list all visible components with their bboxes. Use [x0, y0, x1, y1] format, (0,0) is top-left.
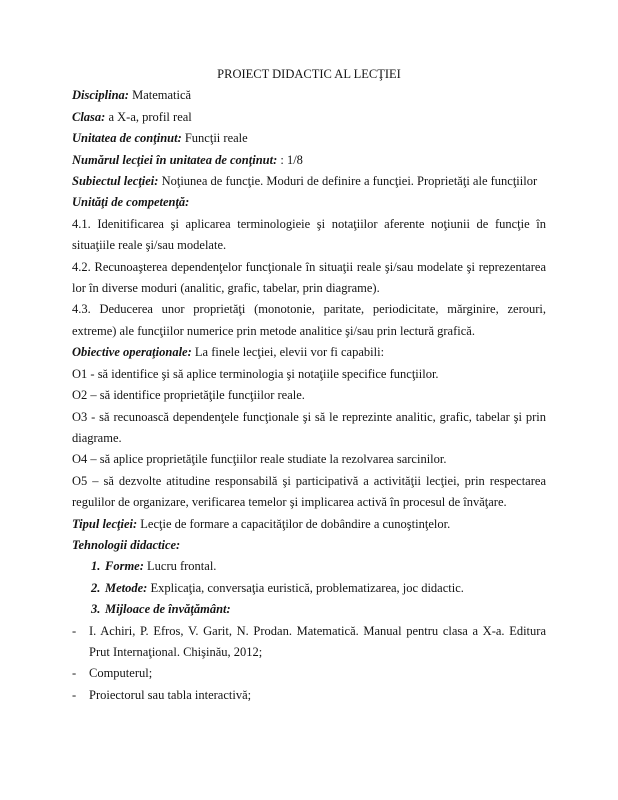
tipul-value: Lecţie de formare a capacităţilor de dobândire a cunoştinţelor. [140, 516, 451, 531]
meta-value: Funcţii reale [184, 131, 248, 146]
meta-value: Noţiunea de funcţie. Moduri de definire a funcţiei. Proprietăţi ale funcţiilor [161, 174, 538, 189]
meta-line-subiectul [72, 171, 546, 192]
obiectiv-o4: O4 – să aplice proprietăţile funcţiilor reale studiate la rezolvarea sarcinilor. [72, 452, 447, 467]
bulleted-item-text: Proiectorul sau tabla interactivă; [89, 687, 252, 702]
meta-label: Unitatea de conţinut: [72, 131, 182, 146]
bulleted-item-computerul [72, 663, 546, 684]
dash-icon: - [72, 666, 77, 681]
meta-label: Clasa: [72, 109, 106, 124]
meta-value: a X-a, profil real [108, 109, 192, 124]
tipul-label: Tipul lecţiei: [72, 516, 138, 531]
meta-label: Subiectul lecţiei: [72, 174, 159, 189]
competenta-4-2: 4.2. Recunoaşterea dependenţelor funcţionale în situaţii reale şi/sau modelate şi reprezentarea lor în diverse moduri (analitic, grafic, tabelar, prin diagrame). [72, 259, 546, 296]
meta-line-clasa [72, 107, 546, 128]
meta-line-unitatea [72, 128, 546, 149]
meta-label: Numărul lecţiei în unitatea de conţinut: [72, 152, 278, 167]
bulleted-item-manual [72, 621, 546, 664]
meta-label: Disciplina: [72, 88, 129, 103]
item-number: 2. [91, 580, 101, 595]
obiectiv-o5: O5 – să dezvolte atitudine responsabilă şi participativă a activităţii lecţiei, prin respectarea regulilor de organizare, verificarea temelor şi implicarea activă în procesul de învăţare. [72, 473, 546, 510]
numbered-item-forme [72, 556, 546, 577]
obiectiv-o2: O2 – să identifice proprietăţile funcţiilor reale. [72, 388, 305, 403]
item-number: 1. [91, 559, 101, 574]
meta-value: : 1/8 [280, 152, 303, 167]
item-value: Explicaţia, conversaţia euristică, problematizarea, joc didactic. [150, 580, 464, 595]
competenta-4-1: 4.1. Idenitificarea şi aplicarea terminologieie şi notaţiilor aferente noţiunii de funcţie în situaţiile reale şi/sau modelate. [72, 216, 546, 253]
numbered-item-metode [72, 578, 546, 599]
bulleted-item-text: I. Achiri, P. Efros, V. Garit, N. Prodan. Matematică. Manual pentru clasa a X-a. Editura Prut Internaţional. Chişinău, 2012; [89, 623, 546, 659]
numbered-item-mijloace [72, 599, 546, 620]
item-label: Metode: [105, 580, 148, 595]
item-value: Lucru frontal. [147, 559, 217, 574]
meta-line-numarul [72, 150, 546, 171]
dash-icon: - [72, 623, 77, 638]
obiective-heading [72, 342, 546, 363]
document-title: PROIECT DIDACTIC AL LECŢIEI [217, 67, 401, 81]
bulleted-item-proiectorul [72, 685, 546, 706]
competenta-4-3: 4.3. Deducerea unor proprietăţi (monotonie, paritate, periodicitate, mărginire, zerouri, extreme) ale funcţiilor numerice prin metode analitice şi/sau prin lectură grafică. [72, 302, 546, 338]
competente-heading: Unităţi de competenţă: [72, 195, 190, 210]
obiective-intro: La finele lecţiei, elevii vor fi capabili: [194, 345, 385, 360]
item-label: Forme: [105, 559, 144, 574]
obiectiv-o1: O1 - să identifice şi să aplice terminologia şi notaţiile specifice funcţiilor. [72, 366, 439, 381]
item-label: Mijloace de învăţământ: [105, 602, 231, 617]
item-number: 3. [91, 602, 101, 617]
dash-icon: - [72, 687, 77, 702]
meta-line-disciplina [72, 85, 546, 106]
tipul-lectiei-line [72, 514, 546, 535]
tehnologii-heading: Tehnologii didactice: [72, 537, 181, 552]
obiective-label: Obiective operaţionale: [72, 345, 192, 360]
bulleted-item-text: Computerul; [89, 666, 153, 681]
obiectiv-o3: O3 - să recunoască dependenţele funcţionale şi să le reprezinte analitic, grafic, tabelar şi prin diagrame. [72, 409, 546, 445]
meta-value: Matematică [132, 88, 192, 103]
